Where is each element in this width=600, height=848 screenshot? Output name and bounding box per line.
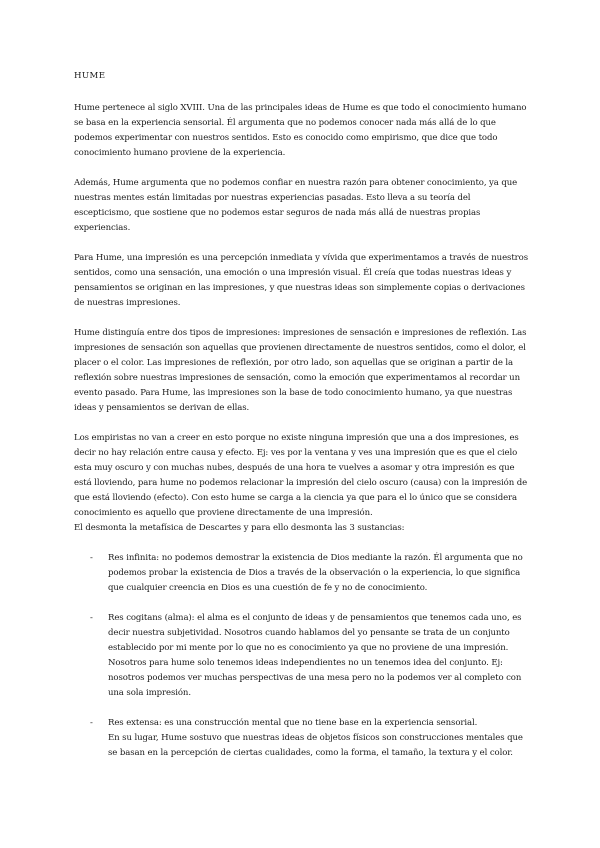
list-bullet: - xyxy=(90,553,93,563)
list-item-text: Res extensa: es una construcción mental que no tiene base en la experiencia sensorial. xyxy=(108,718,478,728)
list-item-text: Res cogitans (alma): el alma es el conjunto de ideas y de pensamientos que tenemos cada uno, es decir nuestra subjetividad. Nosotros cuando hablamos del yo pensante se trata de un conjunto establecido por mi mente por lo que no es conocimiento ya que no proviene de una impresión. Nosotros para hume solo tenemos ideas independientes no un tenemos idea del conjunto. Ej: nosotros podemos ver muchas perspectivas de una mesa pero no la podemos ver al completo con una sola impresión. xyxy=(108,613,522,698)
intro-line: El desmonta la metafísica de Descartes y para ello desmonta las 3 sustancias: xyxy=(74,523,405,533)
paragraph-empiricism: Hume pertenece al siglo XVIII. Una de las principales ideas de Hume es que todo el conocimiento humano se basa en la experiencia sensorial. Él argumenta que no podemos conocer nada más allá de lo que podemos experimentar con nuestros sentidos. Esto es conocido como empirismo, que dice que todo conocimiento humano proviene de la experiencia. xyxy=(74,103,527,158)
paragraph-impression-types: Hume distinguía entre dos tipos de impresiones: impresiones de sensación e impresiones de reflexión. Las impresiones de sensación son aquellas que provienen directamente de nuestros sentidos, como el dolor, el placer o el color. Las impresiones de reflexión, por otro lado, son aquellas que se originan a partir de la reflexión sobre nuestras impresiones de sensación, como la emoción que experimentamos al recordar un evento pasado. Para Hume, las impresiones son la base de todo conocimiento humano, ya que nuestras ideas y pensamientos se derivan de ellas. xyxy=(74,328,527,413)
list-item-res-cogitans xyxy=(74,611,530,701)
list-bullet: - xyxy=(90,613,93,623)
list-bullet: - xyxy=(90,718,93,728)
list-item-text: Res infinita: no podemos demostrar la existencia de Dios mediante la razón. Él argumenta que no podemos probar la existencia de Dios a través de la observación o la experiencia, lo que significa que cualquier creencia en Dios es una cuestión de fe y no de conocimiento. xyxy=(108,553,523,593)
paragraph-skepticism: Además, Hume argumenta que no podemos confiar en nuestra razón para obtener conocimiento, ya que nuestras mentes están limitadas por nuestras experiencias pasadas. Esto lleva a su teoría del escepticismo, que sostiene que no podemos estar seguros de nada más allá de nuestras propias experiencias. xyxy=(74,178,518,233)
substances-list xyxy=(74,551,530,761)
list-item-continuation: En su lugar, Hume sostuvo que nuestras ideas de objetos físicos son construcciones mentales que se basan en la percepción de ciertas cualidades, como la forma, el tamaño, la textura y el color. xyxy=(108,733,523,758)
list-item-res-infinita xyxy=(74,551,530,596)
list-item-res-extensa xyxy=(74,716,530,761)
document-title: HUME xyxy=(74,71,106,81)
paragraph-causality: Los empiristas no van a creer en esto porque no existe ninguna impresión que una a dos impresiones, es decir no hay relación entre causa y efecto. Ej: ves por la ventana y ves una impresión que es que el cielo esta muy oscuro y con muchas nubes, después de una hora te vuelves a asomar y otra impresión es que está lloviendo, para hume no podemos relacionar la impresión del cielo oscuro (causa) con la impresión de que está lloviendo (efecto). Con esto hume se carga a la ciencia ya que para el lo único que se considera conocimiento es aquello que proviene directamente de una impresión. xyxy=(74,433,528,518)
paragraph-impression: Para Hume, una impresión es una percepción inmediata y vívida que experimentamos a través de nuestros sentidos, como una sensación, una emoción o una impresión visual. Él creía que todas nuestras ideas y pensamientos se originan en las impresiones, y que nuestras ideas son simplemente copias o derivaciones de nuestras impresiones. xyxy=(74,253,528,308)
